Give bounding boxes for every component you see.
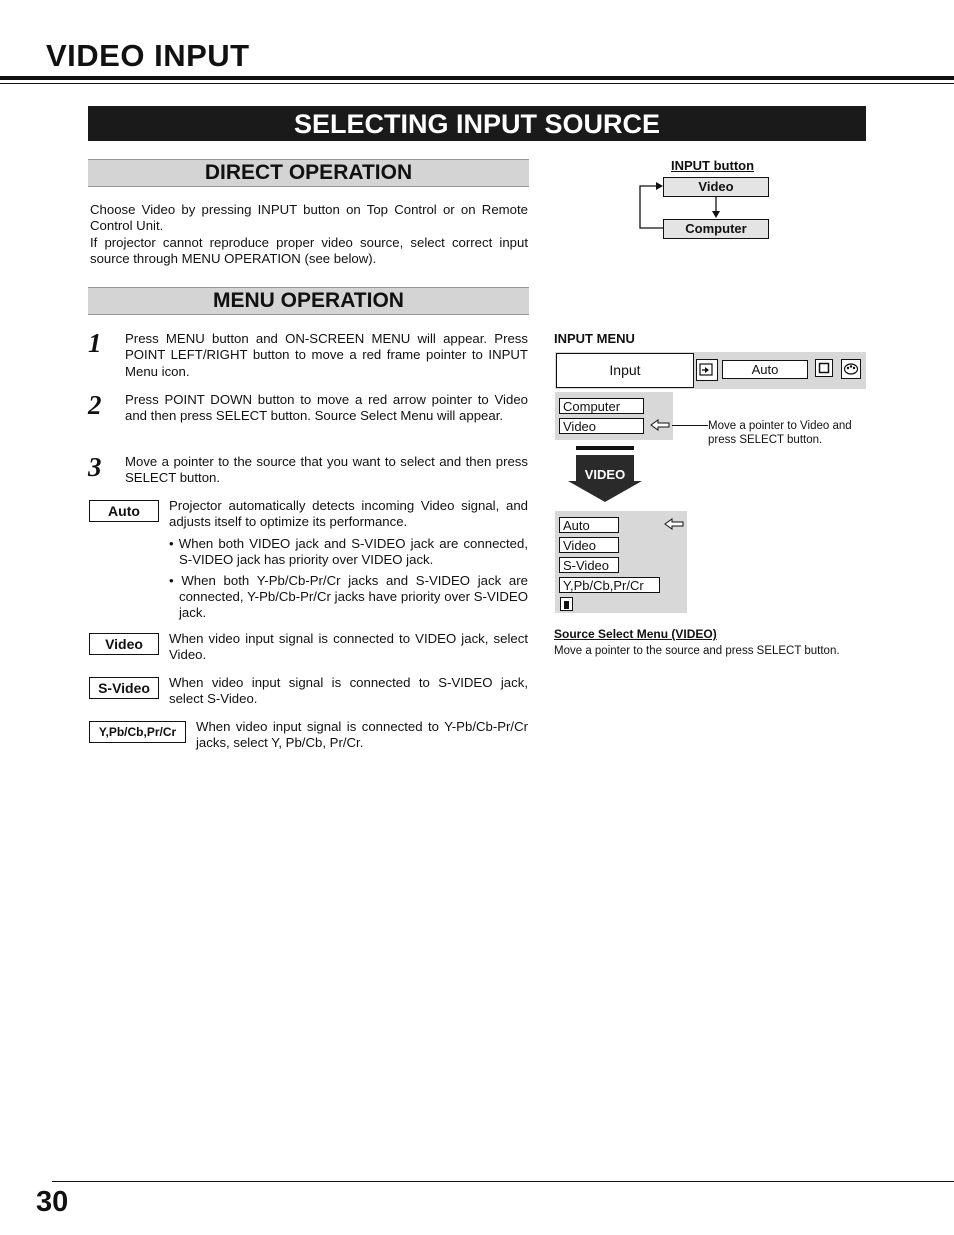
footer-rule — [52, 1181, 954, 1182]
arrow-top-bar — [576, 446, 634, 450]
direct-operation-heading: DIRECT OPERATION — [88, 159, 529, 187]
palette-icon — [841, 359, 861, 379]
list-item-video: Video — [559, 418, 644, 434]
video-text: When video input signal is connected to VIDEO jack, select Video. — [169, 631, 528, 663]
callout-line — [672, 425, 708, 426]
direct-operation-text — [90, 202, 528, 268]
svideo-tag: S-Video — [89, 677, 159, 699]
step-2-number: 2 — [88, 390, 102, 420]
exit-icon — [560, 597, 573, 611]
input-tab: Input — [556, 353, 694, 388]
diagram-video-box: Video — [663, 177, 769, 197]
source-pointer-arrow-icon — [663, 517, 685, 531]
input-list-panel — [555, 392, 673, 440]
step-3-number: 3 — [88, 452, 102, 482]
callout-text: Move a pointer to Video and press SELECT button. — [708, 420, 852, 446]
ypbpr-tag: Y,Pb/Cb,Pr/Cr — [89, 721, 186, 743]
square-icon — [815, 359, 833, 377]
source-item-video: Video — [559, 537, 619, 553]
video-tag: Video — [89, 633, 159, 655]
step-1-number: 1 — [88, 328, 102, 358]
menu-operation-heading: MENU OPERATION — [88, 287, 529, 315]
section-banner: SELECTING INPUT SOURCE — [88, 106, 866, 141]
list-item-computer: Computer — [559, 398, 644, 414]
input-menu-label: INPUT MENU — [554, 331, 635, 346]
source-item-svideo: S-Video — [559, 557, 619, 573]
source-select-caption: Source Select Menu (VIDEO) — [554, 627, 717, 641]
header-rule-thin — [0, 83, 954, 84]
diagram-computer-box: Computer — [663, 219, 769, 239]
pointer-arrow-icon — [649, 418, 671, 432]
cycle-arrows-icon — [630, 178, 770, 240]
auto-tag: Auto — [89, 500, 159, 522]
page-title: VIDEO INPUT — [46, 38, 250, 73]
source-select-panel — [555, 511, 687, 613]
step-2-text: Press POINT DOWN button to move a red arrow pointer to Video and then press SELECT button. Source Select Menu will appear. — [125, 392, 528, 424]
svideo-text: When video input signal is connected to S-VIDEO jack, select S-Video. — [169, 675, 528, 707]
ypbpr-text: When video input signal is connected to Y-Pb/Cb-Pr/Cr jacks, select Y, Pb/Cb, Pr/Cr. — [196, 719, 528, 751]
auto-bullet-1: • When both VIDEO jack and S-VIDEO jack are connected, S-VIDEO jack has priority over VIDEO jack. — [169, 535, 528, 568]
page-number: 30 — [36, 1186, 69, 1218]
menu-bar — [555, 352, 866, 389]
step-3-text: Move a pointer to the source that you want to select and then press SELECT button. — [125, 454, 528, 486]
header-rule — [0, 76, 954, 80]
input-icon — [696, 359, 718, 381]
auto-field: Auto — [722, 360, 808, 379]
auto-text: Projector automatically detects incoming Video signal, and adjusts itself to optimize its performance. — [169, 498, 528, 530]
source-select-desc: Move a pointer to the source and press SELECT button. — [554, 645, 840, 657]
arrow-label: VIDEO — [584, 467, 626, 482]
source-item-auto: Auto — [559, 517, 619, 533]
direct-operation-p2: If projector cannot reproduce proper video source, select correct input source through MENU OPERATION (see below). — [90, 234, 528, 267]
auto-bullet-2: • When both Y-Pb/Cb-Pr/Cr jacks and S-VIDEO jack are connected, Y-Pb/Cb-Pr/Cr jacks have priority over S-VIDEO jack. — [169, 572, 528, 621]
source-item-ypbpr: Y,Pb/Cb,Pr/Cr — [559, 577, 660, 593]
input-button-label: INPUT button — [671, 158, 755, 173]
direct-operation-p1: Choose Video by pressing INPUT button on Top Control or on Remote Control Unit. — [90, 202, 528, 234]
auto-description — [169, 498, 528, 622]
step-1-text: Press MENU button and ON-SCREEN MENU will appear. Press POINT LEFT/RIGHT button to move a red frame pointer to INPUT Menu icon. — [125, 331, 528, 379]
